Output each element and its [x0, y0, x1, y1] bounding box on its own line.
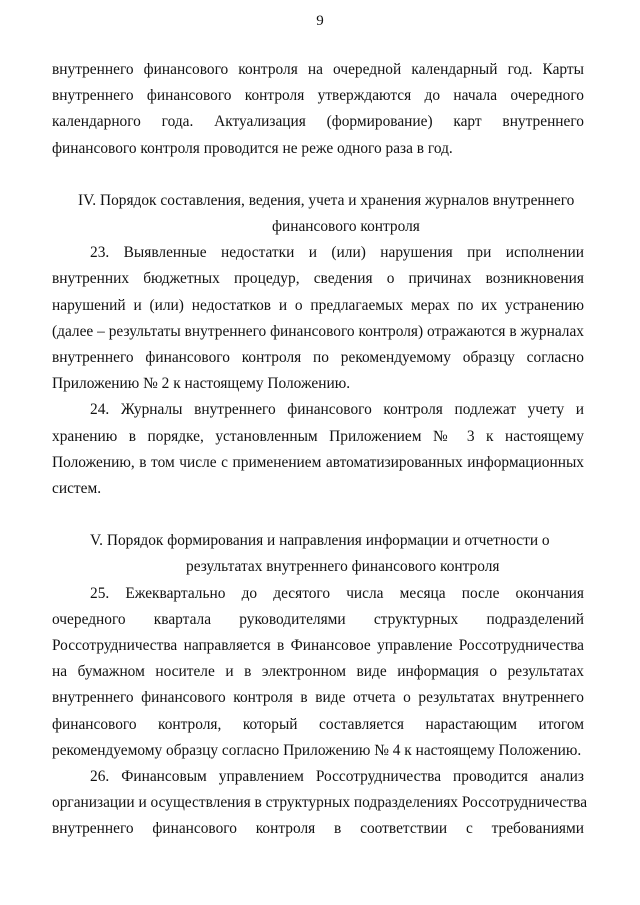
heading-line: V. Порядок формирования и направления информации и отчетности о	[90, 532, 550, 550]
spacer	[52, 162, 584, 188]
heading-line: финансового контроля	[272, 218, 420, 236]
text-line: Приложению № 2 к настоящему Положению.	[52, 375, 351, 393]
text-line: календарного года. Актуализация (формирование) карт внутреннего	[52, 113, 584, 131]
text-line: (далее – результаты внутреннего финансового контроля) отражаются в журналах	[52, 322, 584, 340]
text-line: внутреннего финансового контроля по рекомендуемому образцу согласно	[52, 349, 584, 367]
section-heading-v	[52, 528, 584, 580]
text-line: хранению в порядке, установленным Приложением № 3 к настоящему	[52, 427, 584, 445]
text-line: финансового контроля проводится не реже одного раза в год.	[52, 139, 453, 157]
text-line: рекомендуемому образцу согласно Приложению № 4 к настоящему Положению.	[52, 741, 582, 759]
text-line: 25. Ежеквартально до десятого числа месяца после окончания	[90, 584, 584, 602]
text-line: финансового контроля, который составляется нарастающим итогом	[52, 715, 584, 733]
text-line: внутреннего финансового контроля в виде отчета о результатах внутреннего	[52, 689, 584, 707]
page-number: 9	[316, 13, 324, 29]
text-line: 26. Финансовым управлением Россотрудничества проводится анализ	[90, 768, 584, 786]
text-line: Россотрудничества направляется в Финансовое управление Россотрудничества	[52, 637, 584, 655]
text-line: 24. Журналы внутреннего финансового контроля подлежат учету и	[90, 401, 584, 419]
text-line: 23. Выявленные недостатки и (или) нарушения при исполнении	[90, 244, 584, 262]
text-line: Положению, в том числе с применением автоматизированных информационных	[52, 453, 584, 471]
heading-line: IV. Порядок составления, ведения, учета и хранения журналов внутреннего	[78, 191, 575, 209]
section-heading-iv	[52, 188, 584, 240]
text-line: на бумажном носителе и в электронном виде информация о результатах	[52, 663, 584, 681]
text-line: организации и осуществления в структурных подразделениях Россотрудничества	[52, 794, 588, 812]
text-line: внутреннего финансового контроля в соответствии с требованиями	[52, 820, 584, 838]
spacer	[52, 502, 584, 528]
paragraph-24	[52, 397, 584, 502]
paragraph-intro	[52, 57, 584, 162]
text-line: внутреннего финансового контроля утверждаются до начала очередного	[52, 87, 584, 105]
paragraph-25	[52, 581, 584, 764]
heading-line: результатах внутреннего финансового контроля	[186, 558, 500, 576]
text-line: внутреннего финансового контроля на очередной календарный год. Карты	[52, 61, 584, 78]
text-line: внутренних бюджетных процедур, сведения о причинах возникновения	[52, 270, 584, 288]
page-content	[52, 57, 588, 843]
text-line: очередного квартала руководителями структурных подразделений	[52, 610, 584, 628]
paragraph-23	[52, 240, 584, 397]
text-line: нарушений и (или) недостатков и о предлагаемых мерах по их устранению	[52, 296, 584, 314]
paragraph-26	[52, 764, 588, 843]
text-line: систем.	[52, 480, 102, 498]
